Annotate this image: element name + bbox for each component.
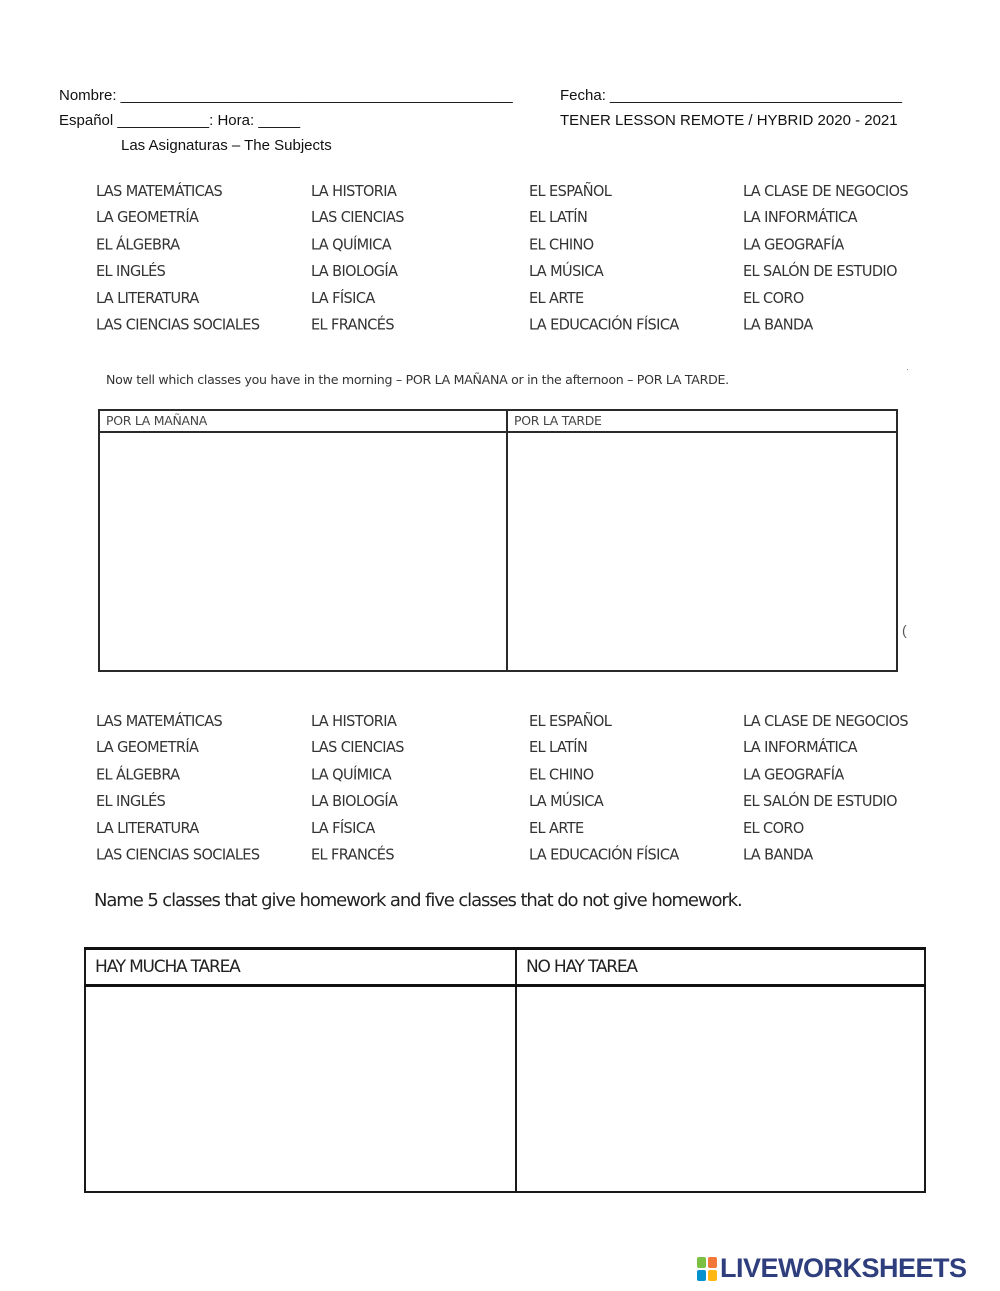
header-no-hay-tarea: NO HAY TAREA (516, 949, 925, 986)
vocab-item: EL ÁLGEBRA (96, 766, 180, 784)
vocab-item: LAS CIENCIAS SOCIALES (96, 846, 260, 864)
margin-mark: ( (902, 622, 907, 638)
vocab-item: LA HISTORIA (311, 183, 397, 201)
vocab-item: LA EDUCACIÓN FÍSICA (529, 846, 679, 864)
logo-block (708, 1270, 717, 1281)
name-line: Nombre: _______________________________________________ (59, 87, 513, 104)
vocab-item: EL LATÍN (529, 740, 588, 757)
vocab-item: LA QUÍMICA (311, 236, 392, 254)
vocab-item: LA CLASE DE NEGOCIOS (743, 713, 908, 731)
logo-block (697, 1270, 706, 1281)
vocab-item: LA MÚSICA (529, 263, 604, 281)
answer-cell-homework[interactable] (85, 986, 516, 1193)
vocab-item: EL CHINO (529, 236, 594, 254)
vocab-item: LA BIOLOGÍA (311, 793, 398, 811)
answer-cell-no-homework[interactable] (516, 986, 925, 1193)
logo-block (697, 1257, 706, 1268)
vocab-item: EL ARTE (529, 820, 584, 837)
vocab-item: EL LATÍN (529, 210, 588, 227)
homework-table (84, 947, 926, 1193)
vocab-item: LA CLASE DE NEGOCIOS (743, 183, 908, 201)
vocab-item: LA FÍSICA (311, 820, 375, 837)
header-por-la-tarde: POR LA TARDE (507, 410, 897, 432)
vocab-item: LA BANDA (743, 846, 813, 864)
vocab-item: LA FÍSICA (311, 290, 375, 307)
vocab-item: EL CHINO (529, 766, 594, 784)
answer-cell-morning[interactable] (99, 432, 507, 671)
vocab-item: LA GEOMETRÍA (96, 740, 199, 757)
vocab-item: LA EDUCACIÓN FÍSICA (529, 316, 679, 334)
vocab-item: LA LITERATURA (96, 820, 199, 837)
logo-text: LIVEWORKSHEETS (720, 1253, 967, 1283)
header-por-la-manana: POR LA MAÑANA (99, 410, 507, 432)
scan-mark: · (906, 364, 909, 374)
vocab-item: LA LITERATURA (96, 290, 199, 307)
class-hour-line: Español ___________: Hora: _____ (59, 112, 301, 129)
vocab-item: EL SALÓN DE ESTUDIO (743, 263, 897, 281)
vocab-item: EL ESPAÑOL (529, 713, 612, 731)
liveworksheets-logo (697, 1253, 967, 1284)
date-line: Fecha: ___________________________________ (560, 87, 903, 104)
vocab-item: LA BANDA (743, 316, 813, 334)
vocab-item: LA INFORMÁTICA (743, 210, 857, 227)
vocab-item: LAS MATEMÁTICAS (96, 183, 223, 201)
logo-block (708, 1257, 717, 1268)
vocab-item: LAS MATEMÁTICAS (96, 713, 223, 731)
vocab-item: EL CORO (743, 290, 804, 307)
vocab-item: EL CORO (743, 820, 804, 837)
instruction-morning-afternoon: Now tell which classes you have in the morning – POR LA MAÑANA or in the afternoon – POR LA TARDE. (106, 372, 729, 387)
vocab-grid-top (96, 179, 926, 339)
page-subtitle: Las Asignaturas – The Subjects (121, 137, 332, 154)
vocab-item: LAS CIENCIAS (311, 210, 404, 227)
vocab-item: EL FRANCÉS (311, 316, 394, 334)
vocab-item: LA INFORMÁTICA (743, 740, 857, 757)
vocab-item: LAS CIENCIAS (311, 740, 404, 757)
vocab-item: EL ARTE (529, 290, 584, 307)
lesson-title: TENER LESSON REMOTE / HYBRID 2020 - 2021 (560, 112, 898, 129)
vocab-item: LA GEOGRAFÍA (743, 236, 844, 254)
vocab-item: LA BIOLOGÍA (311, 263, 398, 281)
vocab-item: LA MÚSICA (529, 793, 604, 811)
vocab-item: EL ÁLGEBRA (96, 236, 180, 254)
vocab-item: LAS CIENCIAS SOCIALES (96, 316, 260, 334)
vocab-item: EL SALÓN DE ESTUDIO (743, 793, 897, 811)
vocab-item: EL INGLÉS (96, 793, 166, 811)
vocab-item: LA QUÍMICA (311, 766, 392, 784)
vocab-grid-bottom (96, 709, 926, 869)
logo-blocks-icon (697, 1257, 717, 1281)
instruction-homework: Name 5 classes that give homework and five classes that do not give homework. (94, 890, 742, 911)
vocab-item: EL INGLÉS (96, 263, 166, 281)
vocab-item: LA GEOGRAFÍA (743, 766, 844, 784)
vocab-item: LA HISTORIA (311, 713, 397, 731)
vocab-item: EL FRANCÉS (311, 846, 394, 864)
header-hay-mucha-tarea: HAY MUCHA TAREA (85, 949, 516, 986)
answer-cell-afternoon[interactable] (507, 432, 897, 671)
morning-afternoon-table (98, 409, 898, 672)
vocab-item: LA GEOMETRÍA (96, 210, 199, 227)
vocab-item: EL ESPAÑOL (529, 183, 612, 201)
